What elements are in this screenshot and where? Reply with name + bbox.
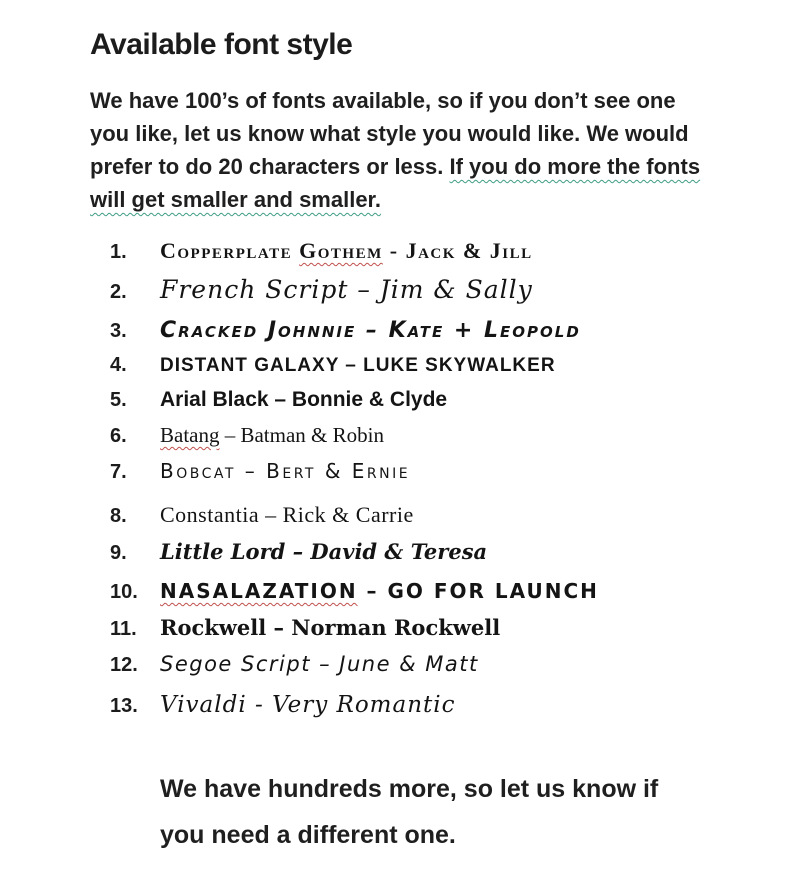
- list-number: 5.: [110, 389, 127, 411]
- font-sample-text: [160, 275, 533, 304]
- sample-text-segment: Vivaldi - Very Romantic: [160, 692, 456, 718]
- list-number: 8.: [110, 505, 127, 527]
- font-list-row-8: [110, 502, 803, 528]
- sample-text-segment: Bobcat – Bert & Ernie: [160, 459, 411, 483]
- font-list-row-3: [110, 318, 803, 343]
- font-list-row-6: [110, 423, 803, 448]
- font-list-row-12: [110, 652, 803, 677]
- font-sample-text: [160, 692, 456, 718]
- misspelled-word: Gothem: [299, 238, 383, 263]
- misspelled-word: NASALAZATION: [160, 579, 358, 603]
- sample-text-segment: Cracked Johnnie – Kate + Leopold: [160, 318, 581, 343]
- font-sample-text: [160, 388, 447, 412]
- outro-paragraph: We have hundreds more, so let us know if you need a different one.: [160, 775, 659, 849]
- list-number: 4.: [110, 354, 127, 376]
- font-sample-text: [160, 318, 581, 343]
- font-list-row-11: [110, 615, 803, 641]
- font-sample-text: [160, 502, 414, 528]
- list-number: 3.: [110, 320, 127, 342]
- sample-text-segment: – GO FOR LAUNCH: [357, 579, 599, 603]
- font-list-row-2: [110, 275, 803, 304]
- list-number: 1.: [110, 241, 127, 263]
- list-number: 12.: [110, 654, 138, 676]
- font-list-row-4: [110, 354, 803, 377]
- misspelled-word: Batang: [160, 423, 220, 447]
- list-number: 2.: [110, 281, 127, 303]
- sample-text-segment: Arial Black – Bonnie & Clyde: [160, 388, 448, 411]
- font-list-row-7: [110, 459, 803, 484]
- sample-text-segment: French Script – Jim & Sally: [160, 275, 533, 304]
- font-sample-text: [160, 238, 533, 264]
- sample-text-segment: Constantia – Rick & Carrie: [160, 502, 414, 527]
- sample-text-segment: – Batman & Robin: [219, 423, 384, 447]
- sample-text-segment: DISTANT GALAXY – LUKE SKYWALKER: [160, 355, 556, 376]
- font-list-row-9: [110, 539, 803, 565]
- intro-text: We have 100’s of fonts available, so if you don’t see one you like, let us know what style you would like. We would prefer to do 20 characters or less.: [90, 88, 689, 179]
- list-number: 13.: [110, 695, 138, 717]
- intro-text-grammar-underlined: If you do more the fonts will get smaller and smaller.: [90, 154, 701, 212]
- font-sample-text: [160, 615, 500, 640]
- page-title: Available font style: [90, 28, 353, 61]
- list-number: 7.: [110, 461, 127, 483]
- font-list-row-10: [110, 579, 803, 604]
- font-list: [110, 238, 803, 718]
- font-list-row-5: [110, 388, 803, 412]
- font-sample-text: [160, 423, 384, 448]
- font-sample-text: [160, 579, 599, 603]
- font-list-row-13: [110, 692, 803, 718]
- font-list-row-1: [110, 238, 803, 264]
- list-number: 10.: [110, 581, 138, 603]
- sample-text-segment: Rockwell – Norman Rockwell: [160, 615, 501, 640]
- list-number: 6.: [110, 425, 127, 447]
- font-sample-text: [160, 652, 479, 676]
- font-sample-text: [160, 459, 410, 483]
- font-sample-text: [160, 539, 487, 564]
- sample-text-segment: Segoe Script – June & Matt: [160, 652, 479, 676]
- sample-text-segment: - Jack & Jill: [382, 238, 533, 263]
- intro-paragraph: [90, 84, 708, 216]
- font-sample-text: [160, 355, 556, 377]
- list-number: 11.: [110, 618, 137, 640]
- sample-text-segment: Copperplate: [160, 238, 300, 263]
- list-number: 9.: [110, 542, 127, 564]
- sample-text-segment: Little Lord – David & Teresa: [160, 539, 488, 564]
